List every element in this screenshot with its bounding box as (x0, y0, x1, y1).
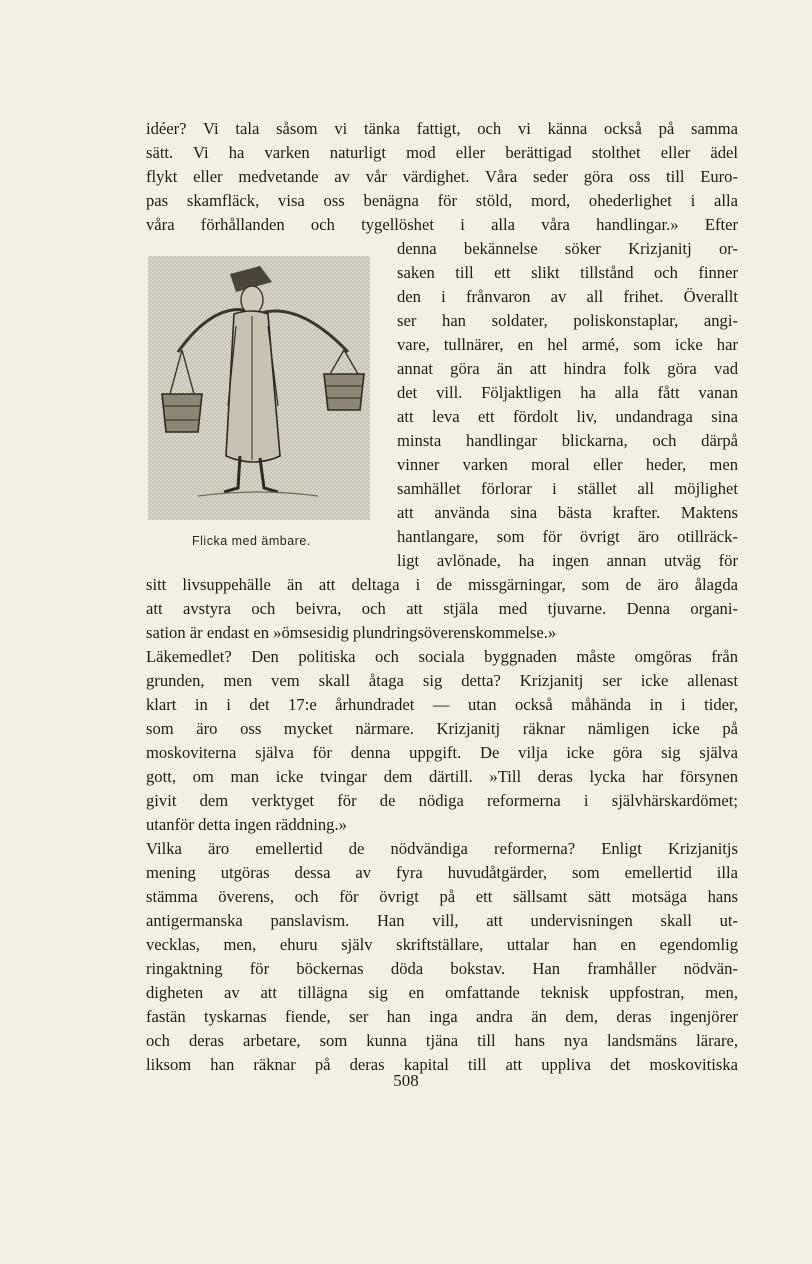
text-line: stämma överens, och för övrigt på ett sällsamt sätt motsäga hans (146, 887, 738, 906)
text-line: vecklas, men, ehuru själv skriftställare, uttalar han en egendomlig (146, 935, 738, 954)
text-line: att leva ett fördolt liv, undandraga sina (397, 407, 738, 426)
text-line: ser han soldater, poliskonstaplar, angi- (397, 311, 738, 330)
text-line: att använda sina bästa krafter. Maktens (397, 503, 738, 522)
text-line: moskoviterna själva för denna uppgift. De vilja icke göra sig själva (146, 743, 738, 762)
text-line: vinner varken moral eller heder, men (397, 455, 738, 474)
text-line: liksom han räknar på deras kapital till att uppliva det moskovitiska (146, 1055, 738, 1074)
text-line: givit dem verktyget för de nödiga reformerna i självhärskardömet; (146, 791, 738, 810)
text-line: grunden, men vem skall åtaga sig detta? Krizjanitj ser icke allenast (146, 671, 738, 690)
text-line: våra förhållanden och tygellöshet i alla våra handlingar.» Efter (146, 215, 738, 234)
text-line: pas skamfläck, visa oss benägna för stöld, mord, ohederlighet i alla (146, 191, 738, 210)
page-number: 508 (393, 1071, 419, 1090)
figure-caption: Flicka med ämbare. (192, 534, 311, 548)
text-line: samhället förlorar i stället all möjlighet (397, 479, 738, 498)
text-line: flykt eller medvetande av vår värdighet. Våra seder göra oss till Euro- (146, 167, 738, 186)
text-line: denna bekännelse söker Krizjanitj or- (397, 239, 738, 258)
text-line: den i frånvaron av all frihet. Överallt (397, 287, 738, 306)
text-line: sätt. Vi ha varken naturligt mod eller berättigad stolthet eller ädel (146, 143, 738, 162)
text-line: fastän tyskarnas fiende, ser han inga andra än dem, deras ingenjörer (146, 1007, 738, 1026)
text-line: digheten av att tillägna sig en omfattande teknisk uppfostran, men, (146, 983, 738, 1002)
text-line: hantlangare, som för övrigt äro otillräck- (397, 527, 738, 546)
text-line: och deras arbetare, som kunna tjäna till hans nya landsmäns lärare, (146, 1031, 738, 1050)
text-line: utanför detta ingen räddning.» (146, 815, 347, 834)
text-line: antigermanska panslavism. Han vill, att undervisningen skall ut- (146, 911, 738, 930)
text-line: minsta handlingar blickarna, och därpå (397, 431, 738, 450)
text-line: sation är endast en »ömsesidig plundringsöverenskommelse.» (146, 623, 557, 642)
text-line: att avstyra och beivra, och att stjäla med tjuvarne. Denna organi- (146, 599, 738, 618)
text-line: sitt livsuppehälle än att deltaga i de missgärningar, som de äro ålagda (146, 575, 738, 594)
text-line: Läkemedlet? Den politiska och sociala byggnaden måste omgöras från (146, 647, 738, 666)
text-line: ringaktning för böckernas döda bokstav. Han framhåller nödvän- (146, 959, 738, 978)
text-line: gott, om man icke tvingar dem därtill. »Till deras lycka har försynen (146, 767, 738, 786)
illustration-girl-with-buckets (148, 256, 370, 520)
text-line: ligt avlönade, ha ingen annan utväg för (397, 551, 738, 570)
text-line: som äro oss mycket närmare. Krizjanitj räknar nämligen icke på (146, 719, 738, 738)
text-line: vare, tullnärer, en hel armé, som icke har (397, 335, 738, 354)
text-line: mening utgöras dessa av fyra huvudåtgärder, som emellertid illa (146, 863, 738, 882)
text-line: annat göra än att hindra folk göra vad (397, 359, 738, 378)
text-line: det vill. Följaktligen ha alla fått vanan (397, 383, 738, 402)
text-line: klart in i det 17:e århundradet — utan också måhända in i tider, (146, 695, 738, 714)
text-line: saken till ett slikt tillstånd och finner (397, 263, 738, 282)
text-line: idéer? Vi tala såsom vi tänka fattigt, och vi känna också på samma (146, 119, 738, 138)
text-line: Vilka äro emellertid de nödvändiga reformerna? Enligt Krizjanitjs (146, 839, 738, 858)
